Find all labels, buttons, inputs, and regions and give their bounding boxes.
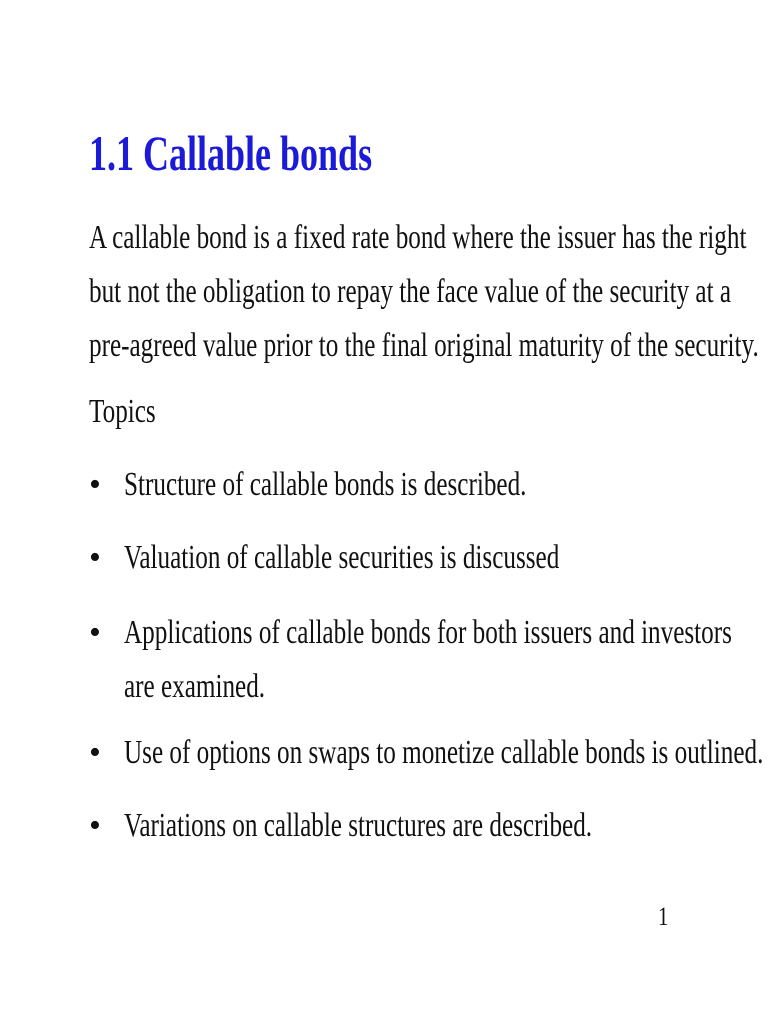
page-number: 1 xyxy=(658,902,669,931)
bullet-line: Use of options on swaps to monetize callable bonds is outlined. xyxy=(124,734,764,771)
bullet-text xyxy=(124,458,687,512)
bullet-marker: • xyxy=(89,539,101,576)
bullet-line: Valuation of callable securities is discussed xyxy=(124,539,560,576)
bullet-line: Structure of callable bonds is described. xyxy=(124,466,527,503)
bullet-line: Applications of callable bonds for both issuers and investors xyxy=(124,614,732,651)
bullet-text xyxy=(124,726,764,780)
bullet-text xyxy=(124,531,687,585)
bullet-marker: • xyxy=(89,734,101,771)
bullet-marker: • xyxy=(89,466,101,503)
topics-heading-text: Topics xyxy=(89,393,156,430)
bullet-line: are examined. xyxy=(124,668,266,705)
intro-line-text: pre-agreed value prior to the final original maturity of the security. xyxy=(89,327,759,364)
intro-line-text: A callable bond is a fixed rate bond where the issuer has the right xyxy=(89,219,747,256)
bullet-line-wrap xyxy=(124,660,687,714)
slide-title: 1.1 Callable bonds xyxy=(89,125,373,181)
bullet-text xyxy=(124,799,687,853)
intro-line-text: but not the obligation to repay the face value of the security at a xyxy=(89,273,732,310)
topics-heading xyxy=(89,385,179,439)
bullet-line: Variations on callable structures are described. xyxy=(124,807,593,844)
bullet-text xyxy=(124,606,732,714)
bullet-line-wrap xyxy=(124,606,732,660)
bullet-marker: • xyxy=(89,614,101,651)
intro-line xyxy=(89,265,732,319)
bullet-marker: • xyxy=(89,807,101,844)
intro-line xyxy=(89,319,759,373)
intro-line xyxy=(89,211,747,265)
intro-paragraph xyxy=(89,211,759,373)
